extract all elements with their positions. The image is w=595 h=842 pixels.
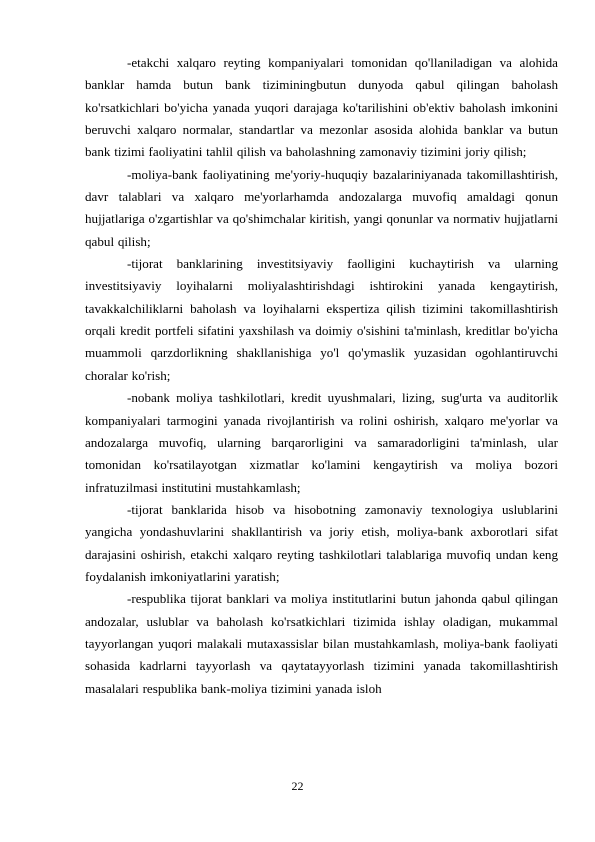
paragraph-investment-activity: -tijorat banklarining investitsiyaviy faolligini kuchaytirish va ularning investitsiyaviy loyihalarni moliyalashtirishdagi ishtirokini yanada kengaytirish, tavakkalchiliklarni baholash va loyihalarni ekspertiza qilish tizimini takomillashtirish orqali kredit portfeli sifatini yaxshilash va doimiy o'sishini ta'minlash, kreditlar bo'yicha muammoli qarzdorlikning shakllanishiga yo'l qo'ymaslik yuzasidan ogohlantiruvchi choralar ko'rish; xyxy=(85,256,558,383)
page-number: 22 xyxy=(291,779,304,793)
paragraph-nonbank-institutions: -nobank moliya tashkilotlari, kredit uyushmalari, lizing, sug'urta va auditorlik kompaniyalari tarmogini yanada rivojlantirish va rolini oshirish, xalqaro me'yorlar va andozalarga muvofiq, ularning barqarorligini va samaradorligini ta'minlash, ular tomonidan ko'rsatilayotgan xizmatlar ko'lamini kengaytirish va moliya bozori infratuzilmasi institutini mustahkamlash; xyxy=(85,390,558,495)
paragraph-staff-training: -respublika tijorat banklari va moliya institutlarini butun jahonda qabul qilingan andozalar, uslublar va baholash ko'rsatkichlari tizimida ishlay oladigan, mukammal tayyorlangan yuqori malakali mutaxassislar bilan mustahkamlash, moliya-bank faoliyati sohasida kadrlarni tayyorlash va qaytatayyorlash tizimini yanada takomillashtirish masalalari respublika bank-moliya tizimini yanada isloh xyxy=(85,591,558,696)
paragraph-rating-standards: -etakchi xalqaro reyting kompaniyalari tomonidan qo'llaniladigan va alohida banklar hamda butun bank tiziminingbutun dunyoda qabul qilingan baholash ko'rsatkichlari bo'yicha yanada yuqori darajaga ko'tarilishini ob'ektiv baholash imkonini beruvchi xalqaro normalar, standartlar va mezonlar asosida alohida banklar va butun bank tizimi faoliyatini tahlil qilish va baholashning zamonaviy tizimini joriy qilish; xyxy=(85,55,558,160)
paragraph-legal-framework: -moliya-bank faoliyatining me'yoriy-huquqiy bazalariniyanada takomillashtirish, davr talablari va xalqaro me'yorlarhamda andozalarga muvofiq amaldagi qonun hujjatlariga o'zgartishlar va qo'shimchalar kiritish, yangi qonunlar va normativ hujjatlarni qabul qilish; xyxy=(85,166,558,249)
paragraph-accounting-technology: -tijorat banklarida hisob va hisobotning zamonaviy texnologiya uslublarini yangicha yondashuvlarini shakllantirish va joriy etish, moliya-bank axborotlari sifat darajasini oshirish, etakchi xalqaro reyting tashkilotlari talablariga muvofiq undan keng foydalanish imkoniyatlarini yaratish; xyxy=(85,501,558,584)
document-page xyxy=(85,52,558,700)
